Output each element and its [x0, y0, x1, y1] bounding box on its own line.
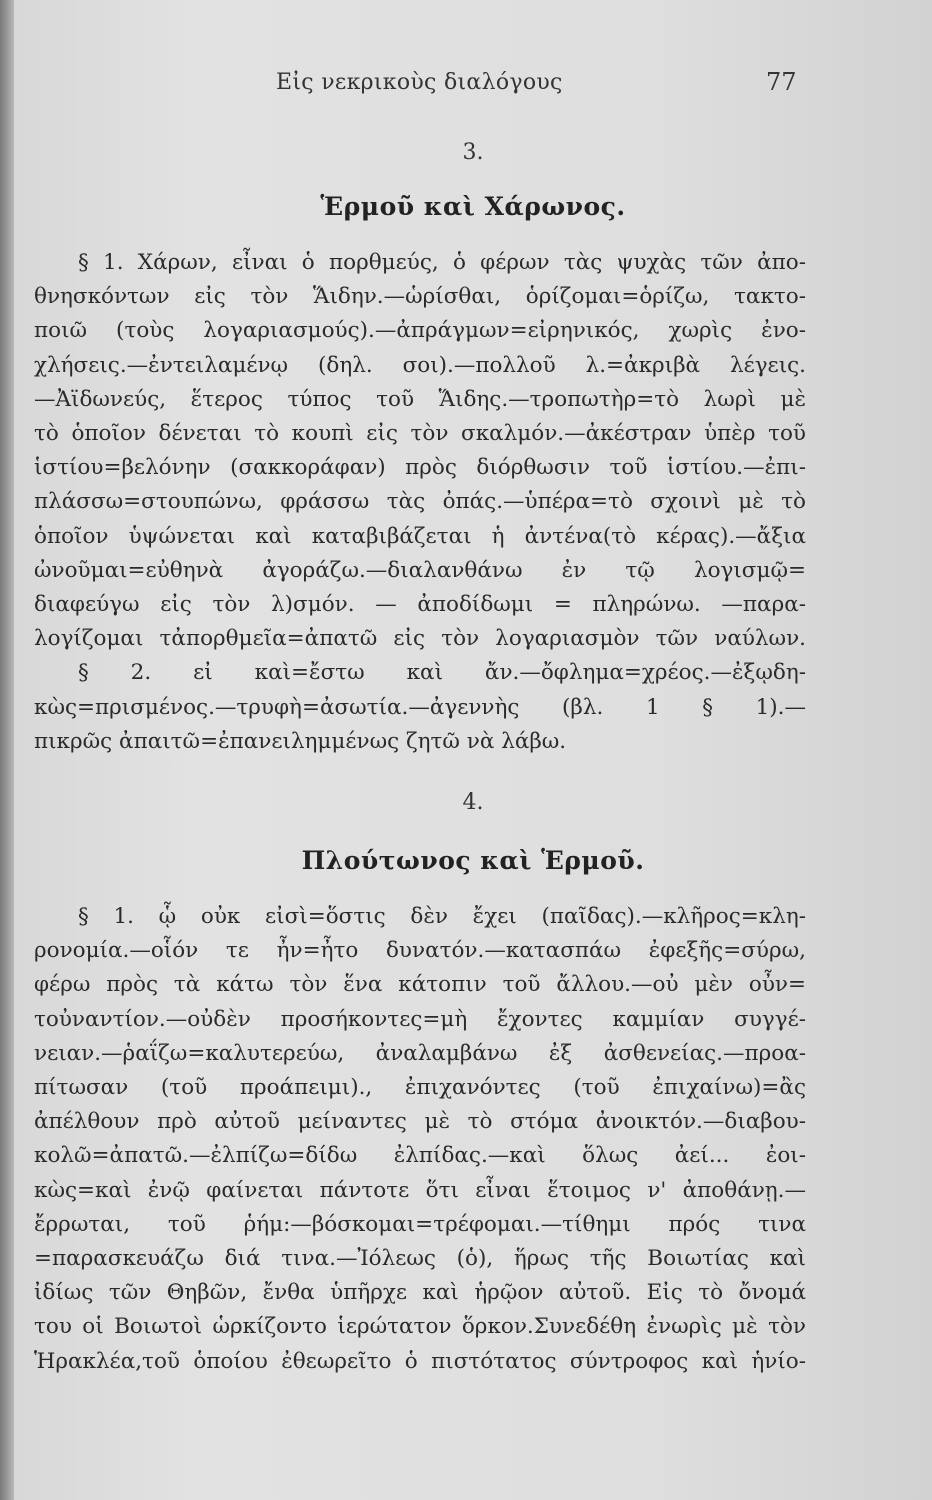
section-3-text — [34, 246, 806, 759]
text-line: § 1. ᾧ οὐκ εἰσὶ=ὅστις δὲν ἔχει (παῖδας).—κλῆρος=κλη- — [78, 904, 806, 929]
text-line: =παρασκευάζω διά τινα.—Ἰόλεως (ὁ), ἥρως τῆς Βοιωτίας καὶ — [34, 1246, 806, 1272]
section-4-text — [34, 900, 806, 1379]
text-line: ποιῶ (τοὺς λογαριασμούς).—ἀπράγμων=εἰρηνικός, χωρὶς ἐνο- — [34, 318, 806, 344]
text-line: ὁποῖον ὑψώνεται καὶ καταβιβάζεται ἡ ἀντένα(τὸ κέρας).—ἄξια — [34, 523, 806, 549]
text-line: ὠνοῦμαι=εὐθηνὰ ἀγοράζω.—διαλανθάνω ἐν τῷ λογισμῷ= — [34, 557, 806, 583]
text-line: κὼς=πρισμένος.—τρυφὴ=ἀσωτία.—ἀγεννὴς (βλ. 1 § 1).— — [34, 694, 806, 720]
section-4-number: 4. — [462, 790, 484, 815]
text-line: Ἡρακλέα,τοῦ ὁποίου ἐθεωρεῖτο ὁ πιστότατος σύντροφος καὶ ἡνίο- — [34, 1348, 806, 1374]
text-line: ρονομία.—οἷόν τε ἦν=ἦτο δυνατόν.—κατασπάω ἐφεξῆς=σύρω, — [34, 938, 806, 964]
text-line: ἱστίου=βελόνην (σακκοράφαν) πρὸς διόρθωσιν τοῦ ἱστίου.—ἐπι- — [34, 455, 806, 481]
text-line: πίτωσαν (τοῦ προάπειμι)., ἐπιχανόντες (τοῦ ἐπιχαίνω)=ἂς — [34, 1075, 806, 1101]
text-line: τοὐναντίον.—οὐδὲν προσήκοντες=μὴ ἔχοντες καμμίαν συγγέ- — [34, 1006, 806, 1032]
text-line: —Ἀϊδωνεύς, ἕτερος τύπος τοῦ Ἅιδης.—τροπωτὴρ=τὸ λωρὶ μὲ — [34, 386, 806, 412]
text-line: πικρῶς ἀπαιτῶ=ἐπανειλημμένως ζητῶ νὰ λάβω. — [34, 728, 567, 754]
text-line: νειαν.—ῥαΐζω=καλυτερεύω, ἀναλαμβάνω ἐξ ἀσθενείας.—προα- — [34, 1040, 806, 1066]
text-line: κὼς=καὶ ἐνῷ φαίνεται πάντοτε ὅτι εἶναι ἕτοιμος ν' ἀποθάνῃ.— — [34, 1177, 806, 1203]
text-line: πλάσσω=στουπώνω, φράσσω τὰς ὀπάς.—ὑπέρα=τὸ σχοινὶ μὲ τὸ — [34, 489, 806, 515]
text-line: κολῶ=ἀπατῶ.—ἐλπίζω=δίδω ἐλπίδας.—καὶ ὅλως ἀεί... ἐοι- — [34, 1143, 806, 1169]
section-3-number: 3. — [462, 140, 484, 165]
text-line: φέρω πρὸς τὰ κάτω τὸν ἕνα κάτοπιν τοῦ ἄλλου.—οὐ μὲν οὖν= — [34, 972, 806, 998]
text-line: χλήσεις.—ἐντειλαμένῳ (δηλ. σοι).—πολλοῦ λ.=ἀκριβὰ λέγεις. — [34, 352, 806, 378]
section-3-heading: Ἑρμοῦ καὶ Χάρωνος. — [320, 192, 626, 221]
text-line: λογίζομαι τἀπορθμεῖα=ἀπατῶ εἰς τὸν λογαριασμὸν τῶν ναύλων. — [34, 626, 806, 652]
text-line: ἀπέλθουν πρὸ αὐτοῦ μείναντες μὲ τὸ στόμα ἀνοικτόν.—διαβου- — [34, 1109, 806, 1135]
text-line: ἔρρωται, τοῦ ῥήμ:—βόσκομαι=τρέφομαι.—τίθημι πρός τινα — [34, 1211, 806, 1237]
book-page — [14, 0, 932, 1500]
text-line: διαφεύγω εἰς τὸν λ)σμόν. — ἀποδίδωμι = πληρώνω. —παρα- — [34, 592, 806, 618]
text-line: του οἱ Βοιωτοὶ ὡρκίζοντο ἱερώτατον ὅρκον.Συνεδέθη ἐνωρὶς μὲ τὸν — [34, 1314, 806, 1340]
section-4-heading: Πλούτωνος καὶ Ἑρμοῦ. — [301, 846, 645, 875]
text-line: θνησκόντων εἰς τὸν Ἅιδην.—ὡρίσθαι, ὁρίζομαι=ὁρίζω, τακτο- — [34, 284, 806, 310]
page-number: 77 — [766, 68, 797, 96]
text-line: τὸ ὁποῖον δένεται τὸ κουπὶ εἰς τὸν σκαλμόν.—ἀκέστραν ὑπὲρ τοῦ — [34, 421, 806, 447]
book-spine-shadow — [0, 0, 14, 1500]
text-line: § 1. Χάρων, εἶναι ὁ πορθμεύς, ὁ φέρων τὰς ψυχὰς τῶν ἀπο- — [78, 250, 806, 275]
text-line: ἰδίως τῶν Θηβῶν, ἔνθα ὑπῆρχε καὶ ἡρῷον αὐτοῦ. Εἰς τὸ ὄνομά — [34, 1280, 806, 1306]
text-line: § 2. εἰ καὶ=ἔστω καὶ ἄν.—ὄφλημα=χρέος.—ἐξῳδη- — [78, 660, 806, 686]
running-title: Εἰς νεκρικοὺς διαλόγους — [276, 70, 563, 95]
